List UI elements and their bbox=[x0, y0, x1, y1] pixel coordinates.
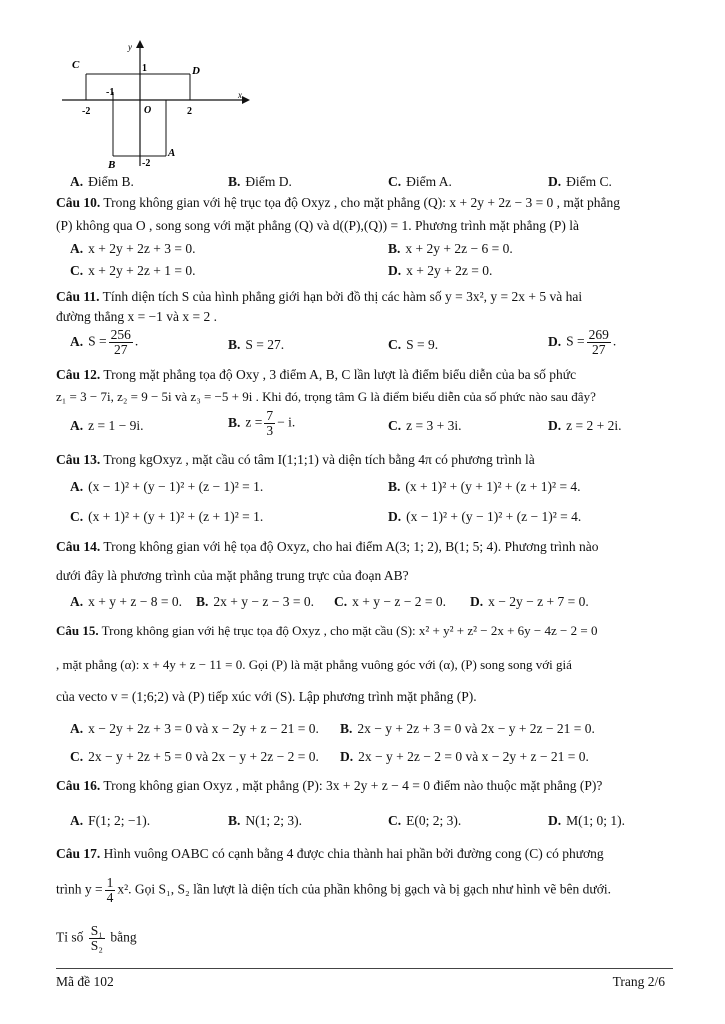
option-label: C. bbox=[70, 509, 84, 524]
option-text: E(0; 2; 3). bbox=[406, 813, 462, 828]
option-label: D. bbox=[388, 263, 402, 278]
option-text: S = 9. bbox=[406, 337, 439, 352]
q15-option-d bbox=[340, 748, 589, 766]
question-text: Trong mặt phẳng tọa độ Oxy , 3 điểm A, B, C lần lượt là điểm biểu diễn của ba số phức bbox=[103, 367, 577, 382]
numerator: 1 bbox=[106, 875, 114, 890]
q11-option-c bbox=[388, 336, 438, 354]
q14-stem-2 bbox=[56, 567, 673, 585]
question-number: Câu 15. bbox=[56, 623, 99, 638]
q14-option-a bbox=[70, 593, 182, 611]
option-label: B. bbox=[228, 174, 241, 189]
label-a: A bbox=[168, 147, 176, 159]
q12-option-a bbox=[70, 417, 143, 435]
q9-option-d bbox=[548, 173, 612, 191]
q12-option-c bbox=[388, 417, 461, 435]
q10-option-b bbox=[388, 240, 513, 258]
fraction bbox=[105, 876, 116, 905]
q12-option-b bbox=[228, 409, 295, 438]
question-number: Câu 10. bbox=[56, 195, 101, 210]
label-minus-two-x: -2 bbox=[82, 106, 91, 117]
question-text: x². Gọi S₁, S₂ lần lượt là diện tích của phần không bị gạch và bị gạch như hình vẽ bên dưới. bbox=[117, 881, 611, 897]
q9-option-a bbox=[70, 173, 134, 191]
option-text: 2x + y − z − 3 = 0. bbox=[213, 594, 314, 609]
question-text: đường thẳng x = −1 và x = 2 . bbox=[56, 309, 218, 324]
fraction bbox=[587, 328, 611, 357]
q14-option-d bbox=[470, 593, 589, 611]
q10-option-d bbox=[388, 262, 492, 280]
question-text: Tính diện tích S của hình phẳng giới hạn bởi đồ thị các hàm số y = 3x², y = 2x + 5 và hai bbox=[102, 289, 583, 304]
denominator: 4 bbox=[106, 890, 114, 905]
q13-option-c bbox=[70, 508, 263, 526]
option-text: M(1; 0; 1). bbox=[566, 813, 625, 828]
y-axis-arrow bbox=[136, 40, 144, 48]
q13-option-d bbox=[388, 508, 581, 526]
label-y: y bbox=[128, 42, 132, 52]
option-text: S = 27. bbox=[245, 337, 285, 352]
q17-stem-2 bbox=[56, 876, 673, 905]
page-number: Trang 2/6 bbox=[612, 974, 665, 989]
label-two-x: 2 bbox=[187, 106, 192, 117]
option-label: C. bbox=[388, 418, 402, 433]
option-label: B. bbox=[228, 337, 241, 352]
option-text: (x − 1)² + (y − 1)² + (z − 1)² = 4. bbox=[406, 509, 582, 524]
label-minus-two-y: -2 bbox=[142, 158, 151, 168]
denominator: 3 bbox=[266, 423, 274, 438]
option-label: C. bbox=[388, 174, 402, 189]
q13-option-a bbox=[70, 478, 263, 496]
fraction bbox=[109, 328, 133, 357]
option-text: x + 2y + 2z + 1 = 0. bbox=[88, 263, 196, 278]
numerator: 256 bbox=[110, 327, 131, 342]
option-text: Điểm A. bbox=[406, 174, 452, 189]
option-label: B. bbox=[196, 594, 209, 609]
option-text: x + 2y + 2z − 6 = 0. bbox=[405, 241, 513, 256]
numerator: S₁ bbox=[90, 923, 103, 938]
question-text: Trong không gian với hệ trục tọa độ Oxyz , cho mặt phẳng (Q): x + 2y + 2z − 3 = 0 , mặt phẳng bbox=[103, 195, 621, 210]
q15-stem-2 bbox=[56, 656, 673, 674]
option-label: A. bbox=[70, 418, 84, 433]
option-text: S = bbox=[566, 333, 585, 349]
fraction bbox=[89, 924, 105, 953]
q9-option-c bbox=[388, 173, 452, 191]
q17-stem-3 bbox=[56, 924, 673, 953]
option-label: D. bbox=[340, 749, 354, 764]
q11-option-d: D. S = $\frac{269}{27}$ . bbox=[548, 327, 617, 357]
footer-divider bbox=[56, 968, 673, 969]
exam-code: Mã đề 102 bbox=[56, 974, 114, 989]
q17-stem-1 bbox=[56, 845, 673, 863]
option-text: z = 3 + 3i. bbox=[406, 418, 462, 433]
option-label: D. bbox=[470, 594, 484, 609]
q12-stem-2 bbox=[56, 388, 673, 406]
question-number: Câu 12. bbox=[56, 367, 101, 382]
option-label: C. bbox=[70, 749, 84, 764]
option-text: (x + 1)² + (y + 1)² + (z + 1)² = 1. bbox=[88, 509, 264, 524]
question-text: dưới đây là phương trình của mặt phẳng trung trực của đoạn AB? bbox=[56, 568, 409, 583]
q13-option-b bbox=[388, 478, 581, 496]
q11-stem-1 bbox=[56, 288, 673, 306]
option-label: A. bbox=[70, 333, 84, 349]
numerator: 7 bbox=[266, 408, 274, 423]
q15-option-a bbox=[70, 720, 319, 738]
option-text: Điểm C. bbox=[566, 174, 612, 189]
q16-stem-1 bbox=[56, 777, 673, 795]
question-text: (P) không qua O , song song với mặt phẳng (Q) và d((P),(Q)) = 1. Phương trình mặt phẳng (P) là bbox=[56, 218, 580, 233]
question-number: Câu 11. bbox=[56, 289, 100, 304]
option-label: B. bbox=[388, 241, 401, 256]
option-label: D. bbox=[548, 333, 562, 349]
question-text: Trong không gian Oxyz , mặt phẳng (P): 3x + 2y + z − 4 = 0 điểm nào thuộc mặt phẳng (P)? bbox=[103, 778, 603, 793]
option-label: D. bbox=[548, 418, 562, 433]
question-text: Trong không gian với hệ tọa độ Oxyz, cho hai điểm A(3; 1; 2), B(1; 5; 4). Phương trình nào bbox=[103, 539, 599, 554]
option-text: z = bbox=[245, 414, 263, 430]
option-text: − i. bbox=[277, 414, 296, 430]
question-text: Tỉ số bbox=[56, 929, 84, 945]
question-text: , mặt phẳng (α): x + 4y + z − 11 = 0. Gọi (P) là mặt phẳng vuông góc với (α), (P) song song với giá bbox=[56, 657, 572, 672]
option-text: x − 2y + 2z + 3 = 0 và x − 2y + z − 21 = 0. bbox=[88, 721, 319, 736]
denominator: S₂ bbox=[90, 938, 103, 953]
option-text: z = 2 + 2i. bbox=[566, 418, 622, 433]
q15-stem-1 bbox=[56, 622, 673, 640]
q14-option-c bbox=[334, 593, 446, 611]
fraction bbox=[264, 409, 275, 438]
option-text: x + 2y + 2z = 0. bbox=[406, 263, 493, 278]
q12-option-d bbox=[548, 417, 621, 435]
question-text: Trong không gian với hệ trục tọa độ Oxyz , cho mặt cầu (S): x² + y² + z² − 2x + 6y − 4z − 2 = 0 bbox=[101, 623, 598, 638]
q16-option-b bbox=[228, 812, 302, 830]
question-text: của vecto v = (1;6;2) và (P) tiếp xúc với (S). Lập phương trình mặt phẳng (P). bbox=[56, 689, 477, 704]
option-label: B. bbox=[340, 721, 353, 736]
option-label: A. bbox=[70, 594, 84, 609]
question-text: Trong kgOxyz , mặt cầu có tâm I(1;1;1) và diện tích bằng 4π có phương trình là bbox=[103, 452, 535, 467]
option-label: D. bbox=[388, 509, 402, 524]
option-text: z = 1 − 9i. bbox=[88, 418, 144, 433]
q12-stem-1 bbox=[56, 366, 673, 384]
numerator: 269 bbox=[588, 327, 609, 342]
option-label: A. bbox=[70, 813, 84, 828]
option-text: 2x − y + 2z + 5 = 0 và 2x − y + 2z − 2 = 0. bbox=[88, 749, 319, 764]
q11-option-b bbox=[228, 336, 284, 354]
label-c: C bbox=[72, 59, 80, 71]
option-text: x + y − z − 2 = 0. bbox=[352, 594, 446, 609]
option-text: (x − 1)² + (y − 1)² + (z − 1)² = 1. bbox=[88, 479, 264, 494]
x-axis-arrow bbox=[242, 96, 250, 104]
option-label: D. bbox=[548, 174, 562, 189]
denominator: 27 bbox=[114, 342, 128, 357]
question-number: Câu 17. bbox=[56, 846, 101, 861]
q15-option-c bbox=[70, 748, 319, 766]
option-label: A. bbox=[70, 174, 84, 189]
q15-stem-3 bbox=[56, 688, 673, 706]
q11-stem-2 bbox=[56, 308, 673, 326]
option-label: A. bbox=[70, 479, 84, 494]
q14-stem-1 bbox=[56, 538, 673, 556]
q10-option-c bbox=[70, 262, 195, 280]
q10-stem-1 bbox=[56, 194, 673, 212]
coordinate-figure bbox=[62, 38, 252, 168]
question-number: Câu 14. bbox=[56, 539, 101, 554]
option-text: x + 2y + 2z + 3 = 0. bbox=[88, 241, 196, 256]
denominator: 27 bbox=[592, 342, 606, 357]
q11-option-a: A. S = $\frac{256}{27}$ . bbox=[70, 327, 139, 357]
option-text: Điểm D. bbox=[245, 174, 292, 189]
label-d: D bbox=[192, 65, 200, 77]
q16-option-c bbox=[388, 812, 461, 830]
option-label: B. bbox=[228, 813, 241, 828]
q16-option-a bbox=[70, 812, 150, 830]
option-label: B. bbox=[388, 479, 401, 494]
label-x: x bbox=[238, 90, 242, 100]
option-label: B. bbox=[228, 414, 241, 430]
q16-option-d bbox=[548, 812, 625, 830]
option-text: 2x − y + 2z − 2 = 0 và x − 2y + z − 21 = 0. bbox=[358, 749, 589, 764]
question-text: trình y = bbox=[56, 881, 103, 897]
option-text: F(1; 2; −1). bbox=[88, 813, 151, 828]
question-text: bằng bbox=[110, 929, 137, 945]
question-text: Hình vuông OABC có cạnh bằng 4 được chia thành hai phần bởi đường cong (C) có phương bbox=[103, 846, 604, 861]
option-label: C. bbox=[70, 263, 84, 278]
option-text: x − 2y − z + 7 = 0. bbox=[488, 594, 589, 609]
question-number: Câu 16. bbox=[56, 778, 101, 793]
q10-stem-2 bbox=[56, 217, 673, 235]
question-text: z₁ = 3 − 7i, z₂ = 9 − 5i và z₃ = −5 + 9i . Khi đó, trọng tâm G là điểm biểu diễn của số phức nào sau đây? bbox=[56, 389, 596, 404]
option-label: D. bbox=[548, 813, 562, 828]
option-label: C. bbox=[388, 337, 402, 352]
option-label: C. bbox=[334, 594, 348, 609]
option-label: C. bbox=[388, 813, 402, 828]
q14-option-b bbox=[196, 593, 314, 611]
option-text: x + y + z − 8 = 0. bbox=[88, 594, 182, 609]
label-b: B bbox=[108, 159, 116, 168]
question-number: Câu 13. bbox=[56, 452, 101, 467]
option-text: N(1; 2; 3). bbox=[245, 813, 303, 828]
option-text: (x + 1)² + (y + 1)² + (z + 1)² = 4. bbox=[405, 479, 581, 494]
option-label: A. bbox=[70, 721, 84, 736]
option-label: A. bbox=[70, 241, 84, 256]
label-minus-one: -1 bbox=[106, 87, 115, 98]
label-o: O bbox=[144, 105, 152, 116]
q13-stem-1 bbox=[56, 451, 673, 469]
option-text: 2x − y + 2z + 3 = 0 và 2x − y + 2z − 21 = 0. bbox=[357, 721, 595, 736]
q10-option-a bbox=[70, 240, 195, 258]
q9-option-b bbox=[228, 173, 292, 191]
q15-option-b bbox=[340, 720, 595, 738]
label-one: 1 bbox=[142, 63, 147, 74]
option-text: Điểm B. bbox=[88, 174, 134, 189]
option-text: S = bbox=[88, 333, 107, 349]
